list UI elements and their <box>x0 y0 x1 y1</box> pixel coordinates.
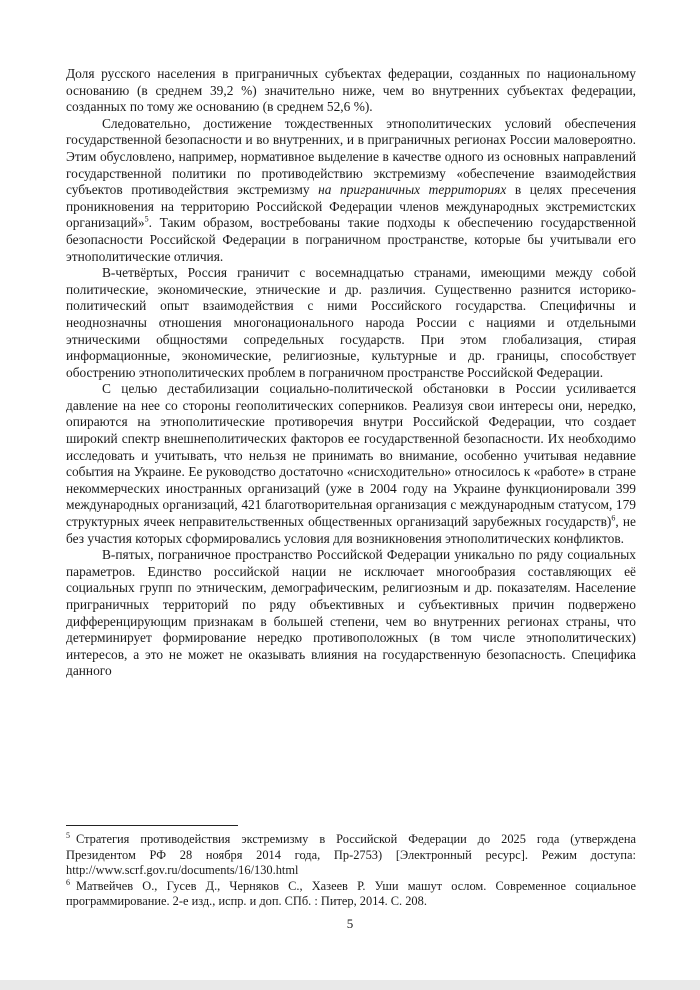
paragraph-2-text-a: Следовательно, достижение тождественных этнополитических условий обеспечения государственной безопасности и во внутренних, и в приграничных регионах России маловероятно. Этим обусловлено, например, нормативное выделение в качестве одного из основных направлений государственной политики по противодействию экстремизму «обеспечение взаимодействия субъектов противодействия экстремизму <box>66 115 636 198</box>
paragraph-3: В-четвёртых, Россия граничит с восемнадцатью странами, имеющими между собой политические, экономические, этнические и др. различия. Существенно разнится историко-политический опыт взаимодействия с ними Российского государства. Специфичны и неоднозначны отношения многонационального народа России с нациями и отдельными этническими общностями сопредельных государств. При этом глобализация, стирая информационные, экономические, религиозные, культурные и др. границы, способствует обострению этнополитических проблем в пограничном пространстве Российской Федерации. <box>66 265 636 380</box>
footnote-ref-5: 5 <box>144 214 149 224</box>
page-number: 5 <box>346 916 354 931</box>
paragraph-2-text-b: в целях пресечения проникновения на территорию Российской Федерации членов международных экстремистских организаций» <box>66 182 636 231</box>
footnote-number: 6 <box>66 877 70 887</box>
body-text <box>66 66 636 680</box>
footnote-ref-6: 6 <box>611 513 616 523</box>
footnote-separator <box>66 825 238 826</box>
footnote-6 <box>66 879 636 910</box>
paragraph-2-italic: на приграничных территориях <box>318 182 507 198</box>
footnote-number: 5 <box>66 830 70 840</box>
footnote-text: Матвейчев О., Гусев Д., Черняков С., Хазеев Р. Уши машут ослом. Современное социальное программирование. 2-е изд., испр. и доп. СПб. : Питер, 2014. С. 208. <box>66 878 636 909</box>
paragraph-5: В-пятых, пограничное пространство Российской Федерации уникально по ряду социальных параметров. Единство российской нации не исключает многообразия составляющих её социальных групп по этническим, демографическим, религиозным и др. показателям. Население приграничных территорий по ряду объективных и субъективных причин подвержено дифференцирующим признакам в большей степени, чем во внутренних регионах страны, что детерминирует формирование нередко противоположных (в том числе этнополитических) интересов, а это не может не оказывать влияния на государственную безопасность. Специфика данного <box>66 547 636 679</box>
paragraph-1: Доля русского населения в приграничных субъектах федерации, созданных по национальному основанию (в среднем 39,2 %) значительно ниже, чем во внутренних субъектах федерации, созданных по тому же основанию (в среднем 52,6 %). <box>66 66 636 115</box>
footnote-5 <box>66 832 636 879</box>
paragraph-2 <box>66 116 636 265</box>
paragraph-4 <box>66 381 636 547</box>
paragraph-2-text-c: . Таким образом, востребованы такие подходы к обеспечению государственной безопасности Российской Федерации в пограничном пространстве, которые бы учитывали его этнополитические отличия. <box>66 215 636 264</box>
paragraph-4-text-b: , не без участия которых сформировались условия для возникновения этнополитических конфликтов. <box>66 514 636 546</box>
paragraph-4-text-a: С целью дестабилизации социально-политической обстановки в России усиливается давление на нее со стороны геополитических соперников. Реализуя свои интересы они, нередко, опираются на этнополитические противоречия внутри Российской Федерации, что создает широкий спектр внешнеполитических факторов ее государственной безопасности. Их необходимо исследовать и учитывать, что нельзя не принимать во внимание, особенно учитывая недавние события на Украине. Ее руководство достаточно «снисходительно» относилось к «работе» в стране некоммерческих иностранных организаций (уже в 2004 году на Украине функционировали 399 международных организаций, 421 благотворительная организация с международным статусом, 179 структурных ячеек неправительственных общественных организаций зарубежных государств) <box>66 381 636 530</box>
scan-bottom-edge <box>0 980 700 990</box>
footnote-text: Стратегия противодействия экстремизму в Российской Федерации до 2025 года (утверждена Президентом РФ 28 ноября 2014 года, Пр-2753) [Электронный ресурс]. Режим доступа: http://www.scrf.gov.ru/documents/16/130.html <box>66 832 636 878</box>
footnotes <box>66 832 636 910</box>
